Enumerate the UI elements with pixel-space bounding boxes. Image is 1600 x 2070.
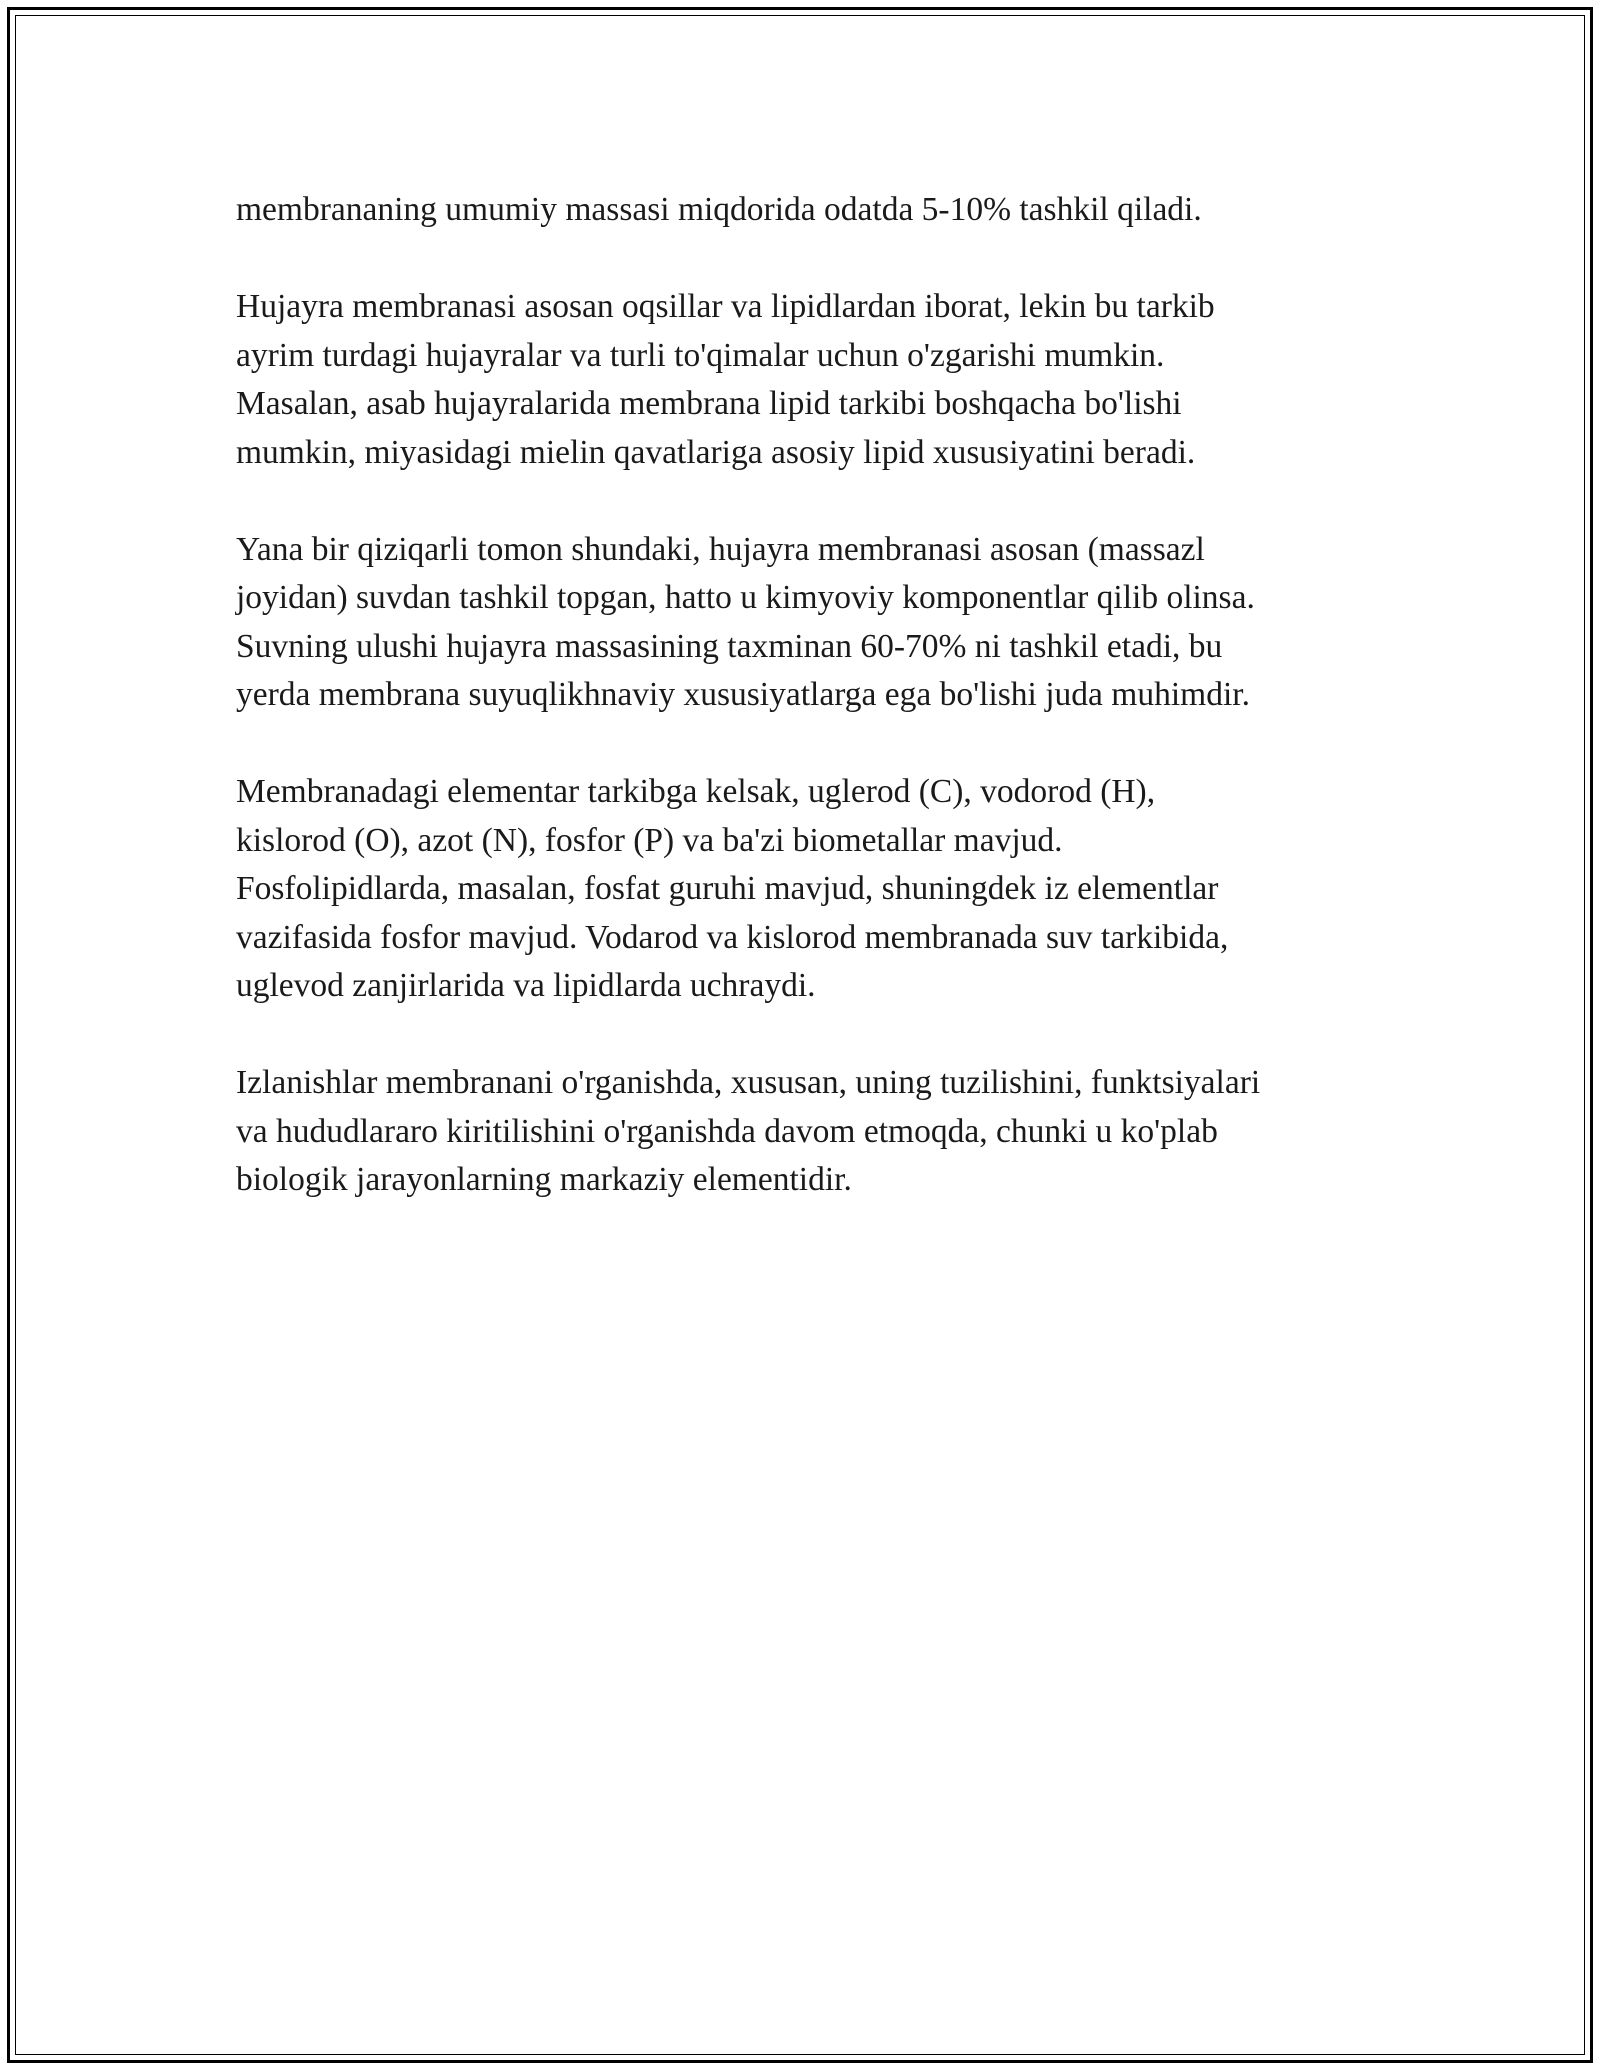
text-line: membrananing umumiy massasi miqdorida odatda 5-10% tashkil qiladi.	[236, 191, 1202, 228]
text-line: kislorod (O), azot (N), fosfor (P) va ba'zi biometallar mavjud.	[236, 821, 1063, 859]
paragraph-2	[236, 283, 1366, 477]
text-line: Izlanishlar membranani o'rganishda, xususan, uning tuzilishini, funktsiyalari	[236, 1064, 1261, 1101]
paragraph-1	[236, 186, 1366, 235]
text-line: vazifasida fosfor mavjud. Vodarod va kislorod membranada suv tarkibida,	[236, 918, 1229, 956]
text-line: yerda membrana suyuqlikhnaviy xususiyatlarga ega bo'lishi juda muhimdir.	[236, 676, 1250, 713]
text-line: ayrim turdagi hujayralar va turli to'qimalar uchun o'zgarishi mumkin.	[236, 336, 1165, 374]
text-line: mumkin, miyasidagi mielin qavatlariga asosiy lipid xususiyatini beradi.	[236, 433, 1196, 471]
text-line: Membranadagi elementar tarkibga kelsak, uglerod (C), vodorod (H),	[236, 773, 1156, 810]
text-line: joyidan) suvdan tashkil topgan, hatto u kimyoviy komponentlar qilib olinsa.	[236, 579, 1255, 616]
document-body	[236, 186, 1366, 1253]
paragraph-4	[236, 768, 1366, 1011]
text-line: uglevod zanjirlarida va lipidlarda uchraydi.	[236, 967, 816, 1004]
text-line: Masalan, asab hujayralarida membrana lipid tarkibi boshqacha bo'lishi	[236, 385, 1182, 422]
text-line: Suvning ulushi hujayra massasining taxminan 60-70% ni tashkil etadi, bu	[236, 627, 1223, 665]
paragraph-5	[236, 1059, 1366, 1205]
text-line: biologik jarayonlarning markaziy elementidir.	[236, 1161, 852, 1198]
text-line: Hujayra membranasi asosan oqsillar va lipidlardan iborat, lekin bu tarkib	[236, 288, 1215, 325]
paragraph-3	[236, 526, 1366, 720]
text-line: Yana bir qiziqarli tomon shundaki, hujayra membranasi asosan (massazl	[236, 530, 1205, 568]
text-line: va hududlararo kiritilishini o'rganishda davom etmoqda, chunki u ko'plab	[236, 1112, 1218, 1150]
text-line: Fosfolipidlarda, masalan, fosfat guruhi mavjud, shuningdek iz elementlar	[236, 870, 1219, 907]
